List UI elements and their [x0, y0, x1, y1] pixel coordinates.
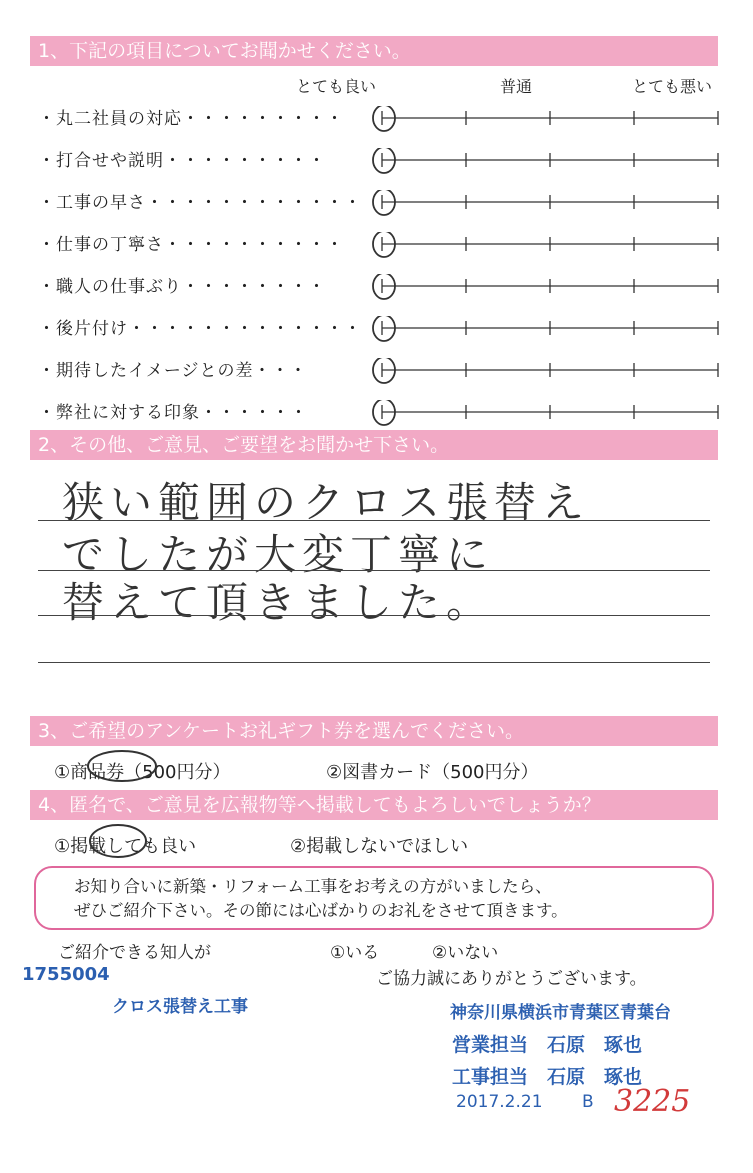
stamp-grade: B [582, 1092, 594, 1112]
rating-scale [338, 148, 728, 178]
handwritten-number: 3225 [614, 1084, 691, 1119]
rating-row [38, 272, 718, 302]
rating-row [38, 104, 718, 134]
referral-no[interactable]: ②いない [432, 943, 499, 963]
rating-item-label: ・期待したイメージとの差・・・ [38, 361, 308, 381]
rating-scale [338, 106, 728, 136]
rating-row [38, 356, 718, 386]
rating-scale [338, 358, 728, 388]
stamp-date: 2017.2.21 [456, 1092, 543, 1112]
rating-item-label: ・工事の早さ・・・・・・・・・・・・ [38, 193, 362, 213]
comment-line-3: 替えて頂きました。 [62, 578, 495, 627]
rating-row [38, 188, 718, 218]
section3-header: 3、ご希望のアンケートお礼ギフト券を選んでください。 [30, 716, 718, 746]
scale-mid-label: 普通 [500, 77, 533, 96]
rating-row [38, 230, 718, 260]
rating-scale [338, 400, 728, 430]
gift-selection-circle [84, 746, 160, 786]
gift-option-2[interactable]: ②図書カード（500円分） [326, 762, 539, 783]
rating-item-label: ・後片付け・・・・・・・・・・・・・ [38, 319, 362, 339]
thanks-message: ご協力誠にありがとうございます。 [376, 969, 647, 989]
comment-rule-3 [38, 615, 710, 616]
scale-best-label: とても良い [296, 77, 377, 96]
referral-callout [34, 866, 714, 930]
comment-rule-1 [38, 520, 710, 521]
comment-rule-4 [38, 662, 710, 663]
callout-line-1: お知り合いに新築・リフォーム工事をお考えの方がいましたら、 [74, 877, 552, 896]
comment-line-1: 狭い範囲のクロス張替え [62, 478, 591, 527]
section2-header: 2、その他、ご意見、ご要望をお聞かせ下さい。 [30, 430, 718, 460]
publish-option-2[interactable]: ②掲載しないでほしい [290, 836, 469, 857]
referral-label: ご紹介できる知人が [58, 943, 211, 963]
rating-scale [338, 190, 728, 220]
publish-selection-circle [86, 820, 150, 862]
company-address: 神奈川県横浜市青葉区青葉台 [450, 1003, 671, 1023]
section4-header: 4、匿名で、ご意見を広報物等へ掲載してもよろしいでしょうか？ [30, 790, 718, 820]
callout-line-2: ぜひご紹介下さい。その節には心ばかりのお礼をさせて頂きます。 [74, 901, 568, 920]
rating-row [38, 398, 718, 428]
rating-scale [338, 274, 728, 304]
rating-item-label: ・弊社に対する印象・・・・・・ [38, 403, 308, 423]
rating-scale [338, 232, 728, 262]
section1-header: 1、下記の項目についてお聞かせください。 [30, 36, 718, 66]
gift-option-1[interactable]: ①商品券（500円分） [54, 762, 231, 783]
rating-row [38, 314, 718, 344]
publish-option-1[interactable]: ①掲載しても良い [54, 836, 197, 857]
customer-id: 1755004 [22, 964, 110, 985]
sales-rep: 営業担当 石原 琢也 [452, 1034, 643, 1056]
work-type: クロス張替え工事 [112, 997, 248, 1017]
comment-line-2: でしたが大変丁寧に [62, 530, 495, 579]
rating-item-label: ・打合せや説明・・・・・・・・・ [38, 151, 326, 171]
scale-worst-label: とても悪い [632, 77, 713, 96]
rating-item-label: ・職人の仕事ぶり・・・・・・・・ [38, 277, 326, 297]
rating-scale [338, 316, 728, 346]
referral-yes[interactable]: ①いる [330, 943, 380, 963]
rating-item-label: ・丸二社員の対応・・・・・・・・・ [38, 109, 344, 129]
rating-row [38, 146, 718, 176]
rating-item-label: ・仕事の丁寧さ・・・・・・・・・・ [38, 235, 344, 255]
construction-rep: 工事担当 石原 琢也 [452, 1066, 643, 1088]
